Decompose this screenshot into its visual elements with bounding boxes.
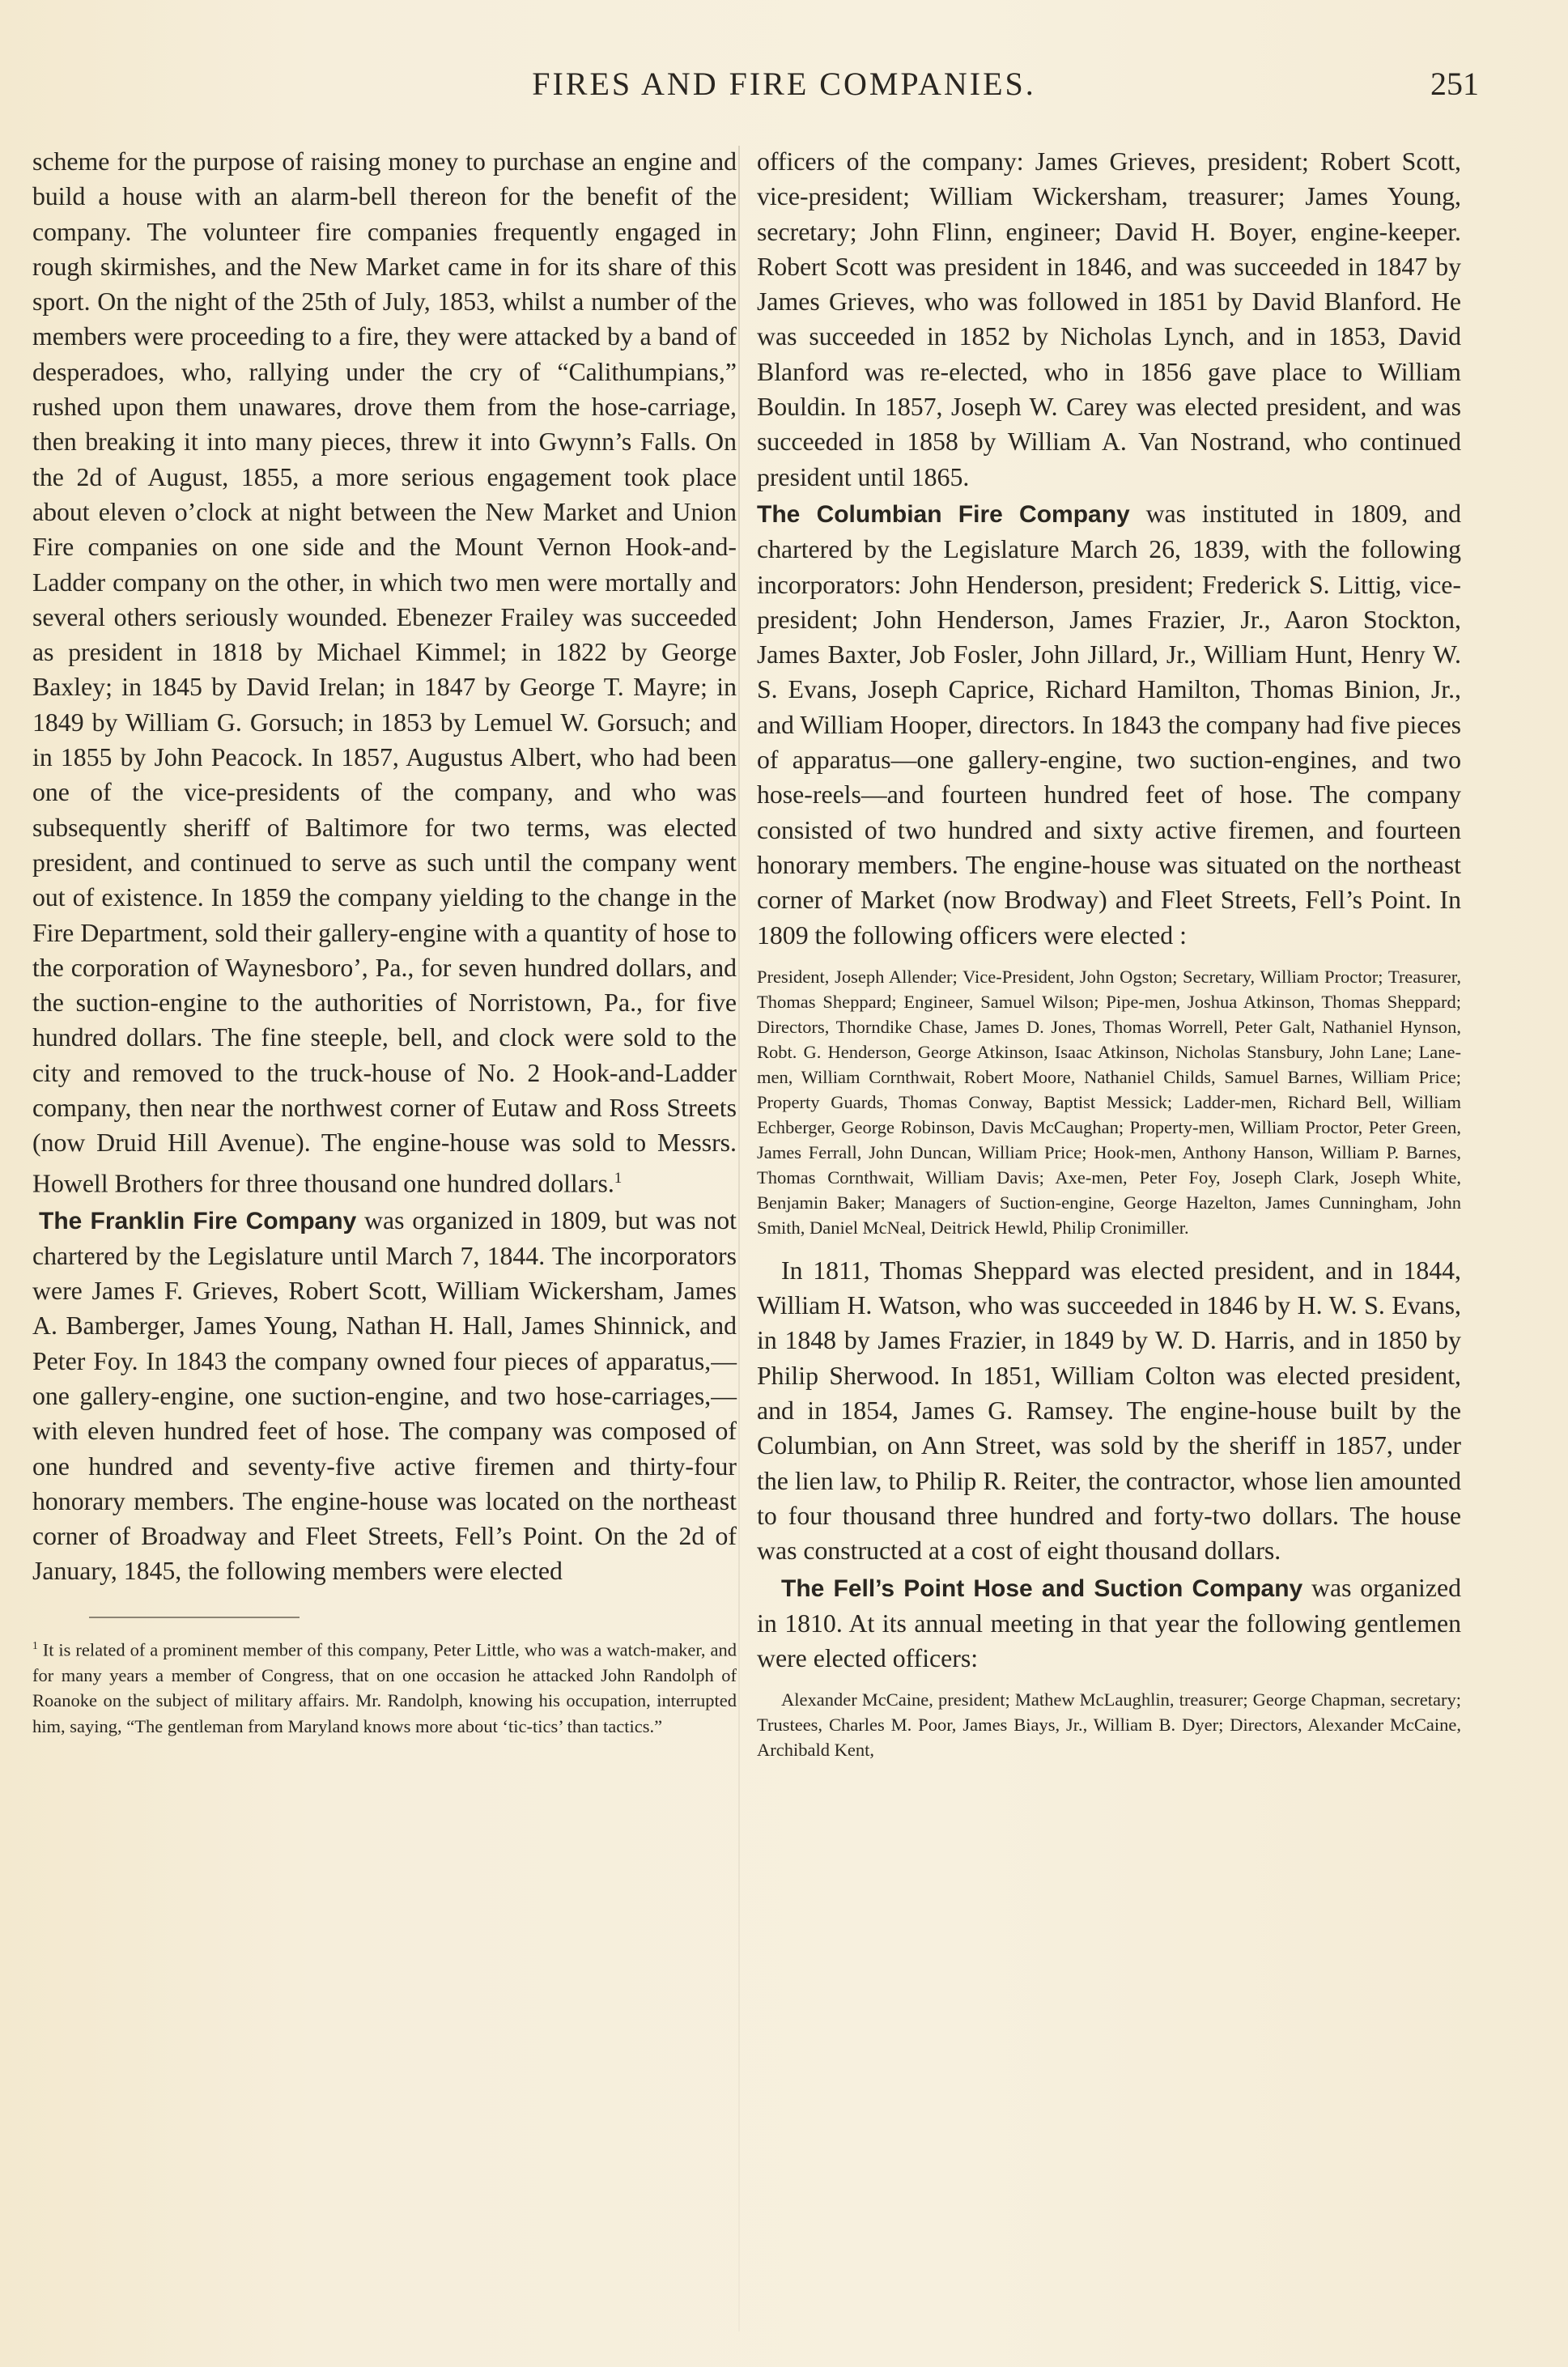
page-header (49, 65, 1519, 113)
running-title: FIRES AND FIRE COMPANIES. (532, 66, 1036, 102)
paragraph (32, 144, 737, 1201)
paragraph-text: was organized in 1809, but was not chartered by the Legislature until March 7, 1844. The incorporators were James F. Grieves, Robert Scott, William Wickersham, James A. Bamberger, James Young, Nathan H. Hall, James Shinnick, and Peter Foy. In 1843 the company owned four pieces of apparatus,—one gallery-engine, one suction-engine, and two hose-carriages,—with eleven hundred feet of hose. The company was composed of one hundred and seventy-five active firemen and thirty-four honorary members. The engine-house was located on the northeast corner of Broadway and Fleet Streets, Fell’s Point. On the 2d of January, 1845, the following members were elected (32, 1205, 737, 1586)
officer-list: President, Joseph Allender; Vice-President, John Ogston; Secretary, William Proctor; Treasurer, Thomas Sheppard; Engineer, Samuel Wilson; Pipe-men, Joshua Atkinson, Thomas Sheppard; Directors, Thorndike Chase, James D. Jones, Thomas Worrell, Peter Galt, Nathaniel Hynson, Robt. G. Henderson, George Atkinson, Isaac Atkinson, Nicholas Stansbury, John Lane; Lane-men, William Cornthwait, Robert Moore, Nathaniel Childs, Samuel Barnes, William Price; Property Guards, Thomas Conway, Baptist Messick; Ladder-men, Richard Bell, William Echberger, George Robinson, Davis McCaughan; Property-men, William Proctor, Peter Green, James Ferrall, John Duncan, William Price; Hook-men, Anthony Hanson, William P. Barnes, Thomas Cornthwait, William Davis; Axe-men, Peter Foy, Joseph Clark, Joseph White, Benjamin Baker; Managers of Suction-engine, George Hazelton, James Cunningham, John Smith, Daniel McNeal, Deitrick Hewld, Philip Cronimiller. (757, 966, 1461, 1238)
left-column (32, 144, 737, 1739)
section-lead-fells-point: The Fell’s Point Hose and Suction Company (781, 1574, 1303, 1602)
paragraph-text: was organized in 1810. At its annual meeting in that year the following gentlemen were elected officers: (757, 1573, 1461, 1673)
paragraph-text: scheme for the purpose of raising money to purchase an engine and build a house with an alarm-bell thereon for the benefit of the company. The volunteer fire companies frequently engaged in rough skirmishes, and the New Market came in for its share of this sport. On the night of the 25th of July, 1853, whilst a number of the members were proceeding to a fire, they were attacked by a band of desperadoes, who, rallying under the cry of “Calithumpians,” rushed upon them unawares, drove them from the hose-carriage, then breaking it into many pieces, threw it into Gwynn’s Falls. On the 2d of August, 1855, a more serious engagement took place about eleven o’clock at night between the New Market and Union Fire companies on one side and the Mount Vernon Hook-and-Ladder company on the other, in which two men were mortally and several others seriously wounded. Ebenezer Frailey was succeeded as president in 1818 by Michael Kimmel; in 1822 by George Baxley; in 1845 by David Irelan; in 1847 by George T. Mayre; in 1849 by William G. Gorsuch; in 1853 by Lemuel W. Gorsuch; and in 1855 by John Peacock. In 1857, Augustus Albert, who had been one of the vice-presidents of the company, and who was subsequently sheriff of Baltimore for two terms, was elected president, and continued to serve as such until the company went out of existence. In 1859 the company yielding to the change in the Fire Department, sold their gallery-engine with a quantity of hose to the corporation of Waynesboro’, Pa., for seven hundred dollars, and the suction-engine to the authorities of Norristown, Pa., for five hundred dollars. The fine steeple, bell, and clock were sold to the city and removed to the truck-house of No. 2 Hook-and-Ladder company, then near the northwest corner of Eutaw and Ross Streets (now Druid Hill Avenue). The engine-house was sold to Messrs. Howell Brothers for three thousand one hundred dollars. (32, 147, 737, 1198)
paragraph (757, 496, 1461, 953)
paragraph (32, 1203, 737, 1589)
paragraph-text: was instituted in 1809, and chartered by the Legislature March 26, 1839, with the following incorporators: John Henderson, president; Frederick S. Littig, vice-president; John Henderson, James Frazier, Jr., Aaron Stockton, James Baxter, Job Fosler, John Jillard, Jr., William Hunt, Henry W. S. Evans, Joseph Caprice, Richard Hamilton, Thomas Binion, Jr., and William Hooper, directors. In 1843 the company had five pieces of apparatus—one gallery-engine, two suction-engines, and two hose-reels—and fourteen hundred feet of hose. The company consisted of two hundred and sixty active firemen, and fourteen honorary members. The engine-house was situated on the northeast corner of Market (now Brodway) and Fleet Streets, Fell’s Point. In 1809 the following officers were elected : (757, 499, 1461, 950)
right-column (757, 144, 1461, 1775)
paragraph (757, 1570, 1461, 1676)
section-lead-columbian: The Columbian Fire Company (757, 500, 1130, 528)
page-number: 251 (1430, 66, 1479, 102)
footnote-marker: 1 (32, 1638, 38, 1651)
officer-list: Alexander McCaine, president; Mathew McLaughlin, treasurer; George Chapman, secretary; Trustees, Charles M. Poor, James Biays, Jr., William B. Dyer; Directors, Alexander McCaine, Archibald Kent, (757, 1689, 1461, 1761)
footnote-ref: 1 (614, 1169, 623, 1187)
paragraph (757, 144, 1461, 495)
paragraph-text: In 1811, Thomas Sheppard was elected president, and in 1844, William H. Watson, who was succeeded in 1846 by H. W. S. Evans, in 1848 by James Frazier, in 1849 by W. D. Harris, and in 1850 by Philip Sherwood. In 1851, William Colton was elected president, and in 1854, James G. Ramsey. The engine-house built by the Columbian, on Ann Street, was sold by the sheriff in 1857, under the lien law, to Philip R. Reiter, the contractor, whose lien amounted to four thousand three hundred and forty-two dollars. The house was constructed at a cost of eight thousand dollars. (757, 1256, 1461, 1566)
paragraph (757, 1253, 1461, 1569)
footnote-rule (89, 1617, 300, 1618)
section-lead-franklin: The Franklin Fire Company (39, 1207, 357, 1234)
footnote (32, 1633, 737, 1740)
column-divider (738, 146, 740, 2331)
paragraph-text: officers of the company: James Grieves, president; Robert Scott, vice-president; William Wickersham, treasurer; James Young, secretary; John Flinn, engineer; David H. Boyer, engine-keeper. Robert Scott was president in 1846, and was succeeded in 1847 by James Grieves, who was followed in 1851 by David Blanford. He was succeeded in 1852 by Nicholas Lynch, and in 1853, David Blanford was re-elected, who in 1856 gave place to William Bouldin. In 1857, Joseph W. Carey was elected president, and was succeeded in 1858 by William A. Van Nostrand, who continued president until 1865. (757, 147, 1461, 491)
footnote-text: It is related of a prominent member of this company, Peter Little, who was a watch-maker, and for many years a member of Congress, that on one occasion he attacked John Randolph of Roanoke on the subject of military affairs. Mr. Randolph, knowing his occupation, interrupted him, saying, “The gentleman from Maryland knows more about ‘tic-tics’ than tactics.” (32, 1639, 737, 1736)
